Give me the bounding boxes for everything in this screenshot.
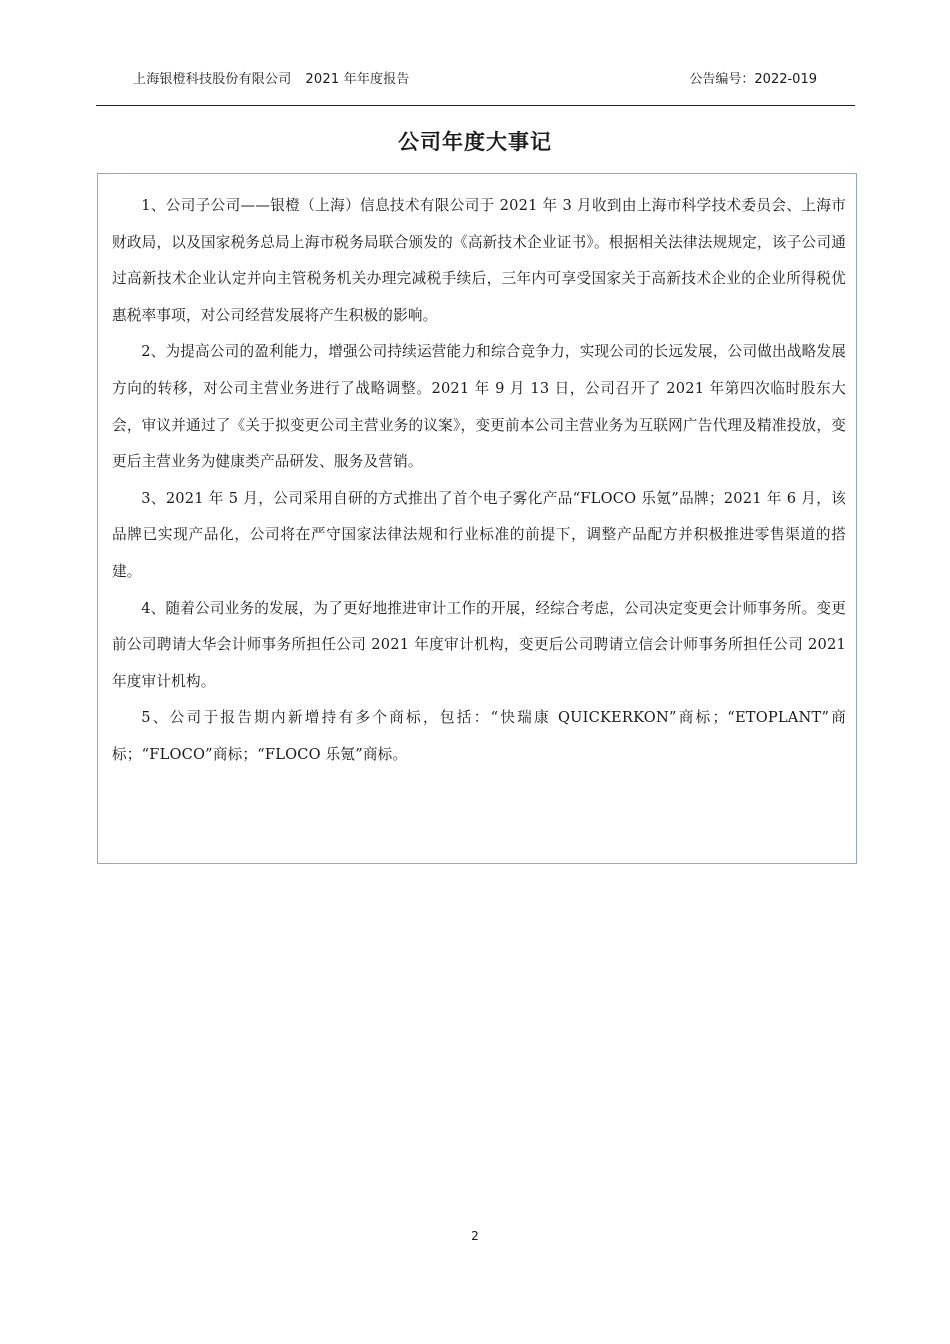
event-paragraph-5: 5、公司于报告期内新增持有多个商标，包括：“快瑞康 QUICKERKON”商标；“ETOPLANT”商标；“FLOCO”商标；“FLOCO 乐氪”商标。 (112, 709, 846, 763)
major-events-box (97, 173, 857, 864)
header-divider (96, 105, 855, 106)
header-announcement-number: 公告编号：2022-019 (689, 72, 817, 87)
event-paragraph-3: 3、2021 年 5 月，公司采用自研的方式推出了首个电子雾化产品“FLOCO 乐氪”品牌；2021 年 6 月，该品牌已实现产品化，公司将在严守国家法律法规和行业标准的前提下，调整产品配方并积极推进零售渠道的搭建。 (112, 489, 846, 580)
page-number: 2 (471, 1229, 479, 1243)
section-title: 公司年度大事记 (398, 130, 552, 154)
header-company-name: 上海银橙科技股份有限公司 (133, 72, 292, 87)
page-header-left (133, 68, 410, 87)
event-paragraph-1: 1、公司子公司——银橙（上海）信息技术有限公司于 2021 年 3 月收到由上海市科学技术委员会、上海市财政局，以及国家税务总局上海市税务局联合颁发的《高新技术企业证书》。根据相关法律法规规定，该子公司通过高新技术企业认定并向主管税务机关办理完减税手续后，三年内可享受国家关于高新技术企业的企业所得税优惠税率事项，对公司经营发展将产生积极的影响。 (112, 197, 846, 324)
header-report-title: 2021 年年度报告 (305, 72, 410, 87)
event-paragraph-2: 2、为提高公司的盈利能力，增强公司持续运营能力和综合竞争力，实现公司的长远发展，公司做出战略发展方向的转移，对公司主营业务进行了战略调整。2021 年 9 月 13 日，公司召开了 2021 年第四次临时股东大会，审议并通过了《关于拟变更公司主营业务的议案》，变更前本公司主营业务为互联网广告代理及精准投放，变更后主营业务为健康类产品研发、服务及营销。 (112, 343, 846, 471)
event-paragraph-4: 4、随着公司业务的发展，为了更好地推进审计工作的开展，经综合考虑，公司决定变更会计师事务所。变更前公司聘请大华会计师事务所担任公司 2021 年度审计机构，变更后公司聘请立信会计师事务所担任公司 2021 年度审计机构。 (112, 599, 846, 690)
